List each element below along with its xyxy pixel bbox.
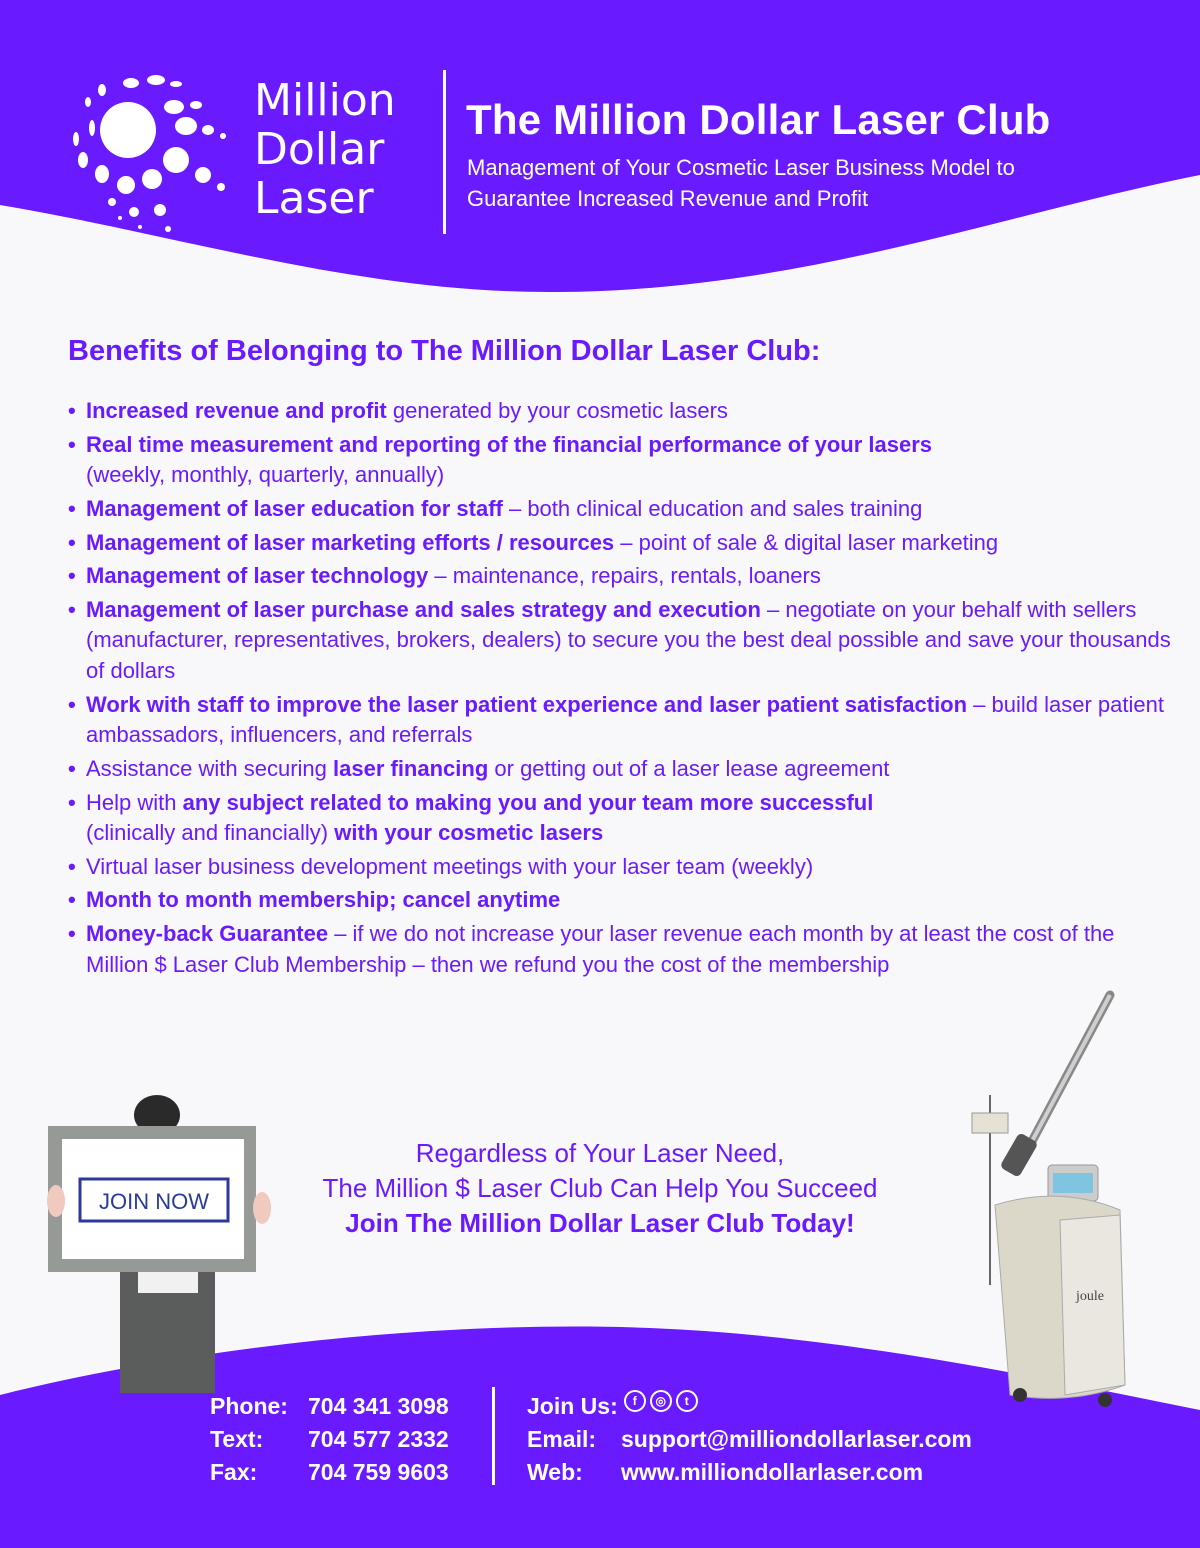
text-number[interactable]: 704 577 2332 <box>308 1426 449 1452</box>
phone-number[interactable]: 704 341 3098 <box>308 1393 449 1419</box>
website-link[interactable]: www.milliondollarlaser.com <box>621 1459 924 1485</box>
email-link[interactable]: support@milliondollarlaser.com <box>621 1426 972 1452</box>
bullet-icon: • <box>68 853 76 879</box>
benefit-item: • Increased revenue and profit generated by your cosmetic lasers <box>68 396 1178 427</box>
bullet-icon: • <box>68 887 76 913</box>
join-now-sign-text: JOIN NOW <box>99 1189 209 1214</box>
page-title: The Million Dollar Laser Club <box>466 96 1051 143</box>
call-to-action <box>240 1136 960 1241</box>
page-subtitle <box>467 152 1167 214</box>
logo-wordmark <box>254 76 396 223</box>
cta-join-today: Join The Million Dollar Laser Club Today! <box>345 1208 855 1238</box>
benefit-item: • Assistance with securing laser financing or getting out of a laser lease agreement <box>68 754 1178 785</box>
header-divider <box>443 70 446 234</box>
bullet-icon: • <box>68 529 76 555</box>
bullet-icon: • <box>68 563 76 589</box>
benefit-item: • Money-back Guarantee – if we do not increase your laser revenue each month by at least the cost of the Million $ Laser Club Membership – then we refund you the cost of the membership <box>68 921 1115 977</box>
fax-number: 704 759 9603 <box>308 1459 449 1485</box>
facebook-icon[interactable]: f <box>624 1390 646 1412</box>
footer-divider <box>492 1387 495 1485</box>
fax-row: Fax: 704 759 9603 <box>210 1456 449 1489</box>
bullet-icon: • <box>68 398 76 423</box>
benefit-item: • Management of laser technology – maintenance, repairs, rentals, loaners <box>68 561 1178 592</box>
subtitle-line-1: Management of Your Cosmetic Laser Business Model to <box>467 155 1015 180</box>
benefit-item: • Help with any subject related to making you and your team more successful (clinically and financially) with your cosmetic lasers <box>68 789 874 845</box>
logo-line-laser: Laser <box>254 173 374 224</box>
benefits-heading: Benefits of Belonging to The Million Dollar Laser Club: <box>68 335 821 367</box>
benefit-item: • Month to month membership; cancel anytime <box>68 885 1178 916</box>
subtitle-line-2: Guarantee Increased Revenue and Profit <box>467 186 869 211</box>
bullet-icon: • <box>68 789 76 815</box>
logo-line-dollar: Dollar <box>254 124 385 175</box>
web-row: Web: www.milliondollarlaser.com <box>527 1456 972 1489</box>
bullet-icon: • <box>68 921 76 947</box>
phone-row: Phone: 704 341 3098 <box>210 1390 449 1423</box>
text-row: Text: 704 577 2332 <box>210 1423 449 1456</box>
bullet-icon: • <box>68 495 76 521</box>
bullet-icon: • <box>68 691 76 717</box>
join-us-row: Join Us: f ◎ t <box>527 1390 972 1423</box>
benefit-item: • Management of laser marketing efforts / resources – point of sale & digital laser marketing <box>68 528 1178 559</box>
logo-line-million: Million <box>254 75 396 126</box>
logo-dots-icon <box>58 62 248 237</box>
bullet-icon: • <box>68 431 76 457</box>
bullet-icon: • <box>68 596 76 622</box>
cta-line-1: Regardless of Your Laser Need, <box>415 1138 785 1168</box>
email-row: Email: support@milliondollarlaser.com <box>527 1423 972 1456</box>
instagram-icon[interactable]: ◎ <box>650 1390 672 1412</box>
twitter-icon[interactable]: t <box>676 1390 698 1412</box>
cta-line-2: The Million $ Laser Club Can Help You Succeed <box>322 1173 878 1203</box>
bullet-icon: • <box>68 755 76 781</box>
social-links <box>624 1390 698 1423</box>
benefits-list <box>68 396 1178 983</box>
laser-brand-label: joule <box>1076 1289 1104 1304</box>
benefit-item: • Real time measurement and reporting of the financial performance of your lasers (weekly, monthly, quarterly, annually) <box>68 431 933 488</box>
laser-device-image <box>940 985 1140 1415</box>
benefit-item: • Management of laser education for staff – both clinical education and sales training <box>68 494 1178 525</box>
benefit-item: • Management of laser purchase and sales strategy and execution – negotiate on your behalf with sellers (manufacturer, representatives, brokers, dealers) to secure you the best deal possible and save your thousands of dollars <box>68 596 1171 683</box>
benefit-item: • Work with staff to improve the laser patient experience and laser patient satisfaction – build laser patient ambassadors, influencers, and referrals <box>68 691 1164 748</box>
benefit-item: • Virtual laser business development meetings with your laser team (weekly) <box>68 852 1178 883</box>
contact-phone-block <box>210 1390 449 1489</box>
contact-online-block <box>527 1390 972 1489</box>
